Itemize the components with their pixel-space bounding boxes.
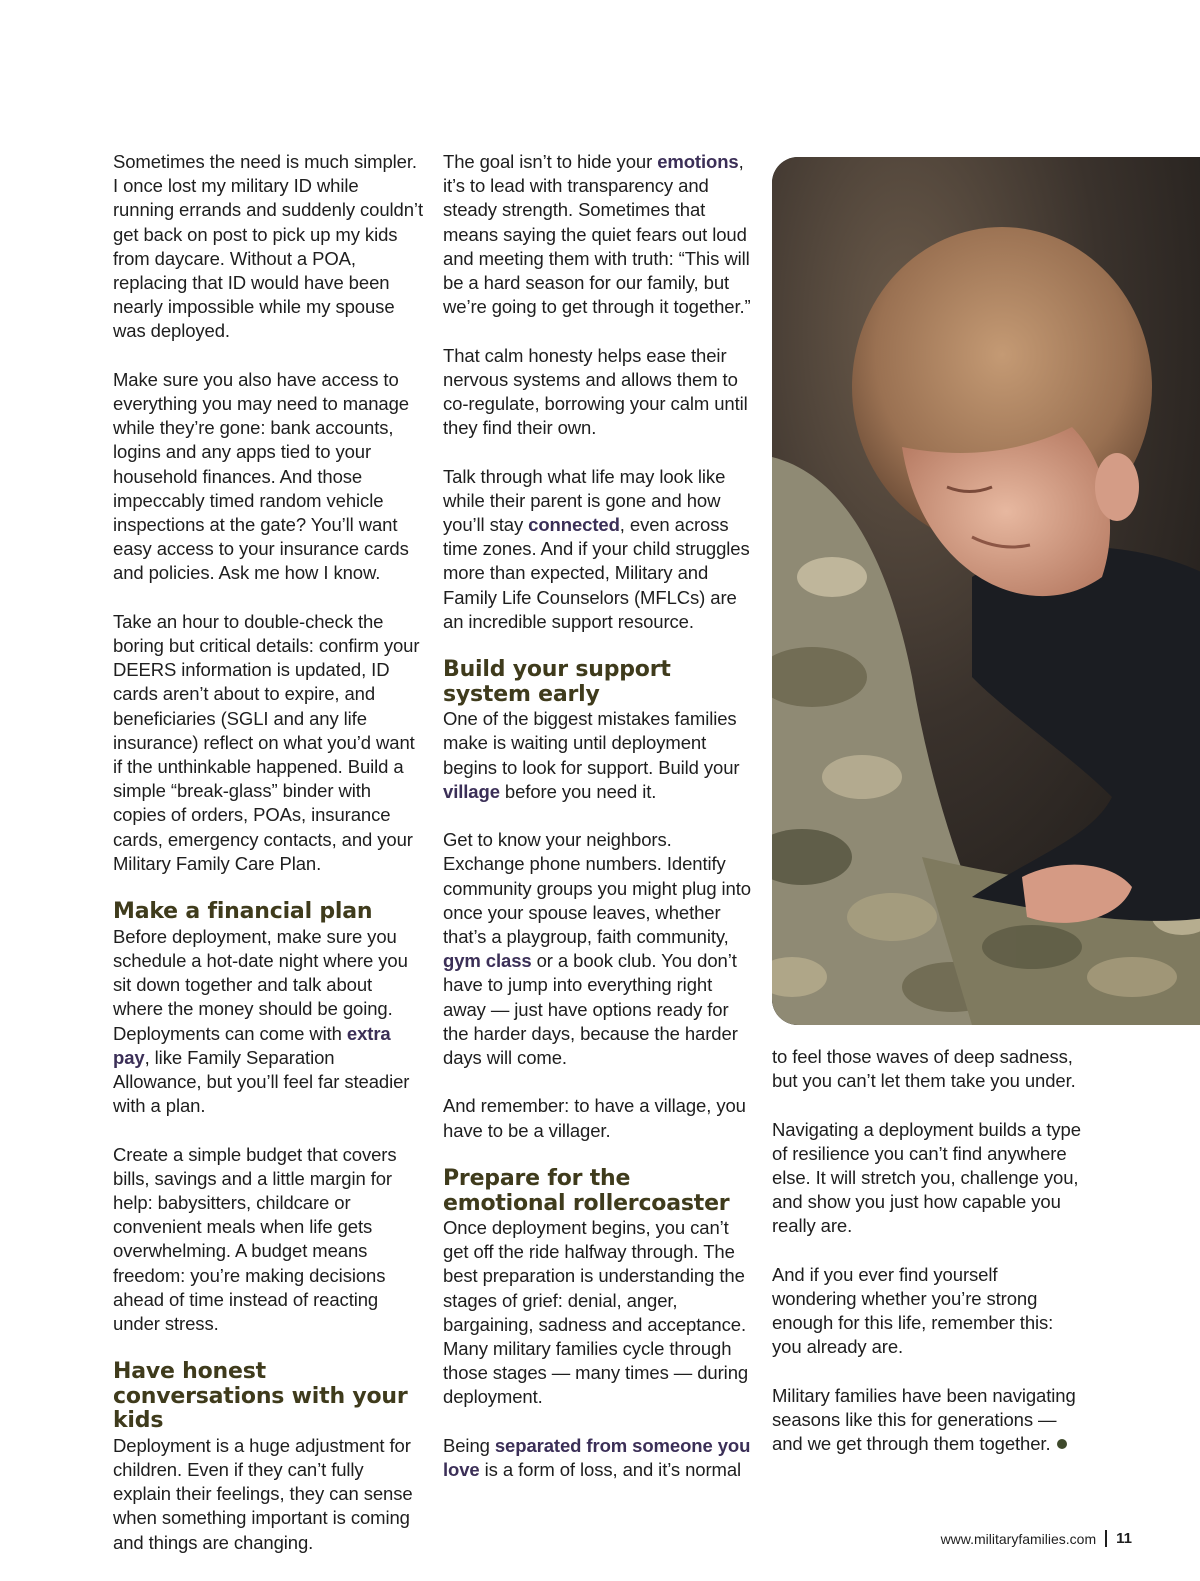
link-emotions[interactable]: emotions (657, 151, 739, 172)
paragraph: to feel those waves of deep sadness, but you can’t let them take you under. (772, 1046, 1076, 1092)
paragraph: And if you ever find yourself wondering whether you’re strong enough for this life, remember this: you already are. (772, 1263, 1054, 1358)
paragraph: Once deployment begins, you can’t get off the ride halfway through. The best preparation is understanding the stages of grief: denial, anger, bargaining, sadness and acceptance. Many military families cycle through those stages — many times — during deployment. (443, 1217, 749, 1408)
page-footer (941, 1530, 1132, 1547)
photo-child-hugging-soldier (772, 157, 1200, 1025)
paragraph: Make sure you also have access to everything you may need to manage while they’re gone: bank accounts, logins and any apps tied to your household finances. And those impeccably timed random vehicle inspections at the gate? You’ll want easy access to your insurance cards and policies. Ask me how I know. (113, 368, 409, 584)
paragraph: Before deployment, make sure you schedule a hot-date night where you sit down together and talk about where the money should be going. Deployments can come with extra pay, like Family Separation Allowance, but you’ll feel far steadier with a plan. (113, 925, 410, 1117)
paragraph: Military families have been navigating seasons like this for generations — and we get through them together. (772, 1384, 1076, 1455)
photo-illustration (772, 157, 1200, 1025)
link-separated-from-someone-you-love[interactable]: separated from someone you love (443, 1434, 751, 1481)
paragraph: And remember: to have a village, you have to be a villager. (443, 1095, 746, 1141)
footer-divider (1105, 1530, 1107, 1547)
paragraph: Deployment is a huge adjustment for children. Even if they can’t fully explain their feelings, they can sense when something important is coming and things are changing. (113, 1434, 413, 1553)
paragraph: The goal isn’t to hide your emotions, it’s to lead with transparency and steady strength. Sometimes that means saying the quiet fears out loud and meeting them with truth: “This will be a hard season for our family, but we’re going to get through it together.” (443, 151, 751, 318)
paragraph: One of the biggest mistakes families make is waiting until deployment begins to look for support. Build your village before you need it. (443, 708, 740, 802)
end-mark-dot-icon (1057, 1439, 1067, 1449)
article-column-3 (772, 1045, 1082, 1481)
link-gym-class[interactable]: gym class (443, 950, 532, 972)
article-column-2 (443, 150, 753, 1506)
paragraph: Take an hour to double-check the boring but critical details: confirm your DEERS information is updated, ID cards aren’t about to expire, and beneficiaries (SGLI and any life insurance) reflect on what you’d want if the unthinkable happened. Build a simple “break-glass” binder with copies of orders, POAs, insurance cards, emergency contacts, and your Military Family Care Plan. (113, 610, 420, 874)
paragraph: Talk through what life may look like while their parent is gone and how you’ll stay connected, even across time zones. And if your child struggles more than expected, Military and Family Life Counselors (MFLCs) are an incredible support resource. (443, 465, 750, 632)
page-number: 11 (1116, 1530, 1132, 1547)
section-heading-emotional-rollercoaster: Prepare for the emotional rollercoaster (443, 1166, 730, 1216)
paragraph: That calm honesty helps ease their nervous systems and allows them to co-regulate, borrowing your calm until they find their own. (443, 344, 748, 439)
footer-url[interactable]: www.militaryfamilies.com (940, 1530, 1097, 1547)
article-column-1 (113, 150, 423, 1579)
paragraph: Navigating a deployment builds a type of resilience you can’t find anywhere else. It will stretch you, challenge you, and show you just how capable you really are. (772, 1118, 1081, 1237)
paragraph: Create a simple budget that covers bills, savings and a little margin for help: babysitters, childcare or convenient meals when life gets overwhelming. A budget means freedom: you’re making decisions ahead of time instead of reacting under stress. (113, 1143, 397, 1334)
section-heading-support-system: Build your support system early (443, 657, 671, 707)
paragraph: Get to know your neighbors. Exchange phone numbers. Identify community groups you might plug into once your spouse leaves, whether that’s a playgroup, faith community, gym class or a book club. You don’t have to jump into everything right away — just have options ready for the harder days, because the harder days will come. (443, 829, 751, 1069)
paragraph: Being separated from someone you love is a form of loss, and it’s normal (443, 1434, 751, 1481)
link-village[interactable]: village (443, 780, 500, 802)
paragraph: Sometimes the need is much simpler. I once lost my military ID while running errands and suddenly couldn’t get back on post to pick up my kids from daycare. Without a POA, replacing that ID would have been nearly impossible while my spouse was deployed. (113, 151, 423, 342)
section-heading-financial-plan: Make a financial plan (113, 899, 373, 925)
link-extra-pay[interactable]: extra pay (113, 1022, 391, 1068)
section-heading-honest-conversations: Have honest conversations with your kids (113, 1359, 408, 1434)
link-connected[interactable]: connected (528, 514, 620, 536)
